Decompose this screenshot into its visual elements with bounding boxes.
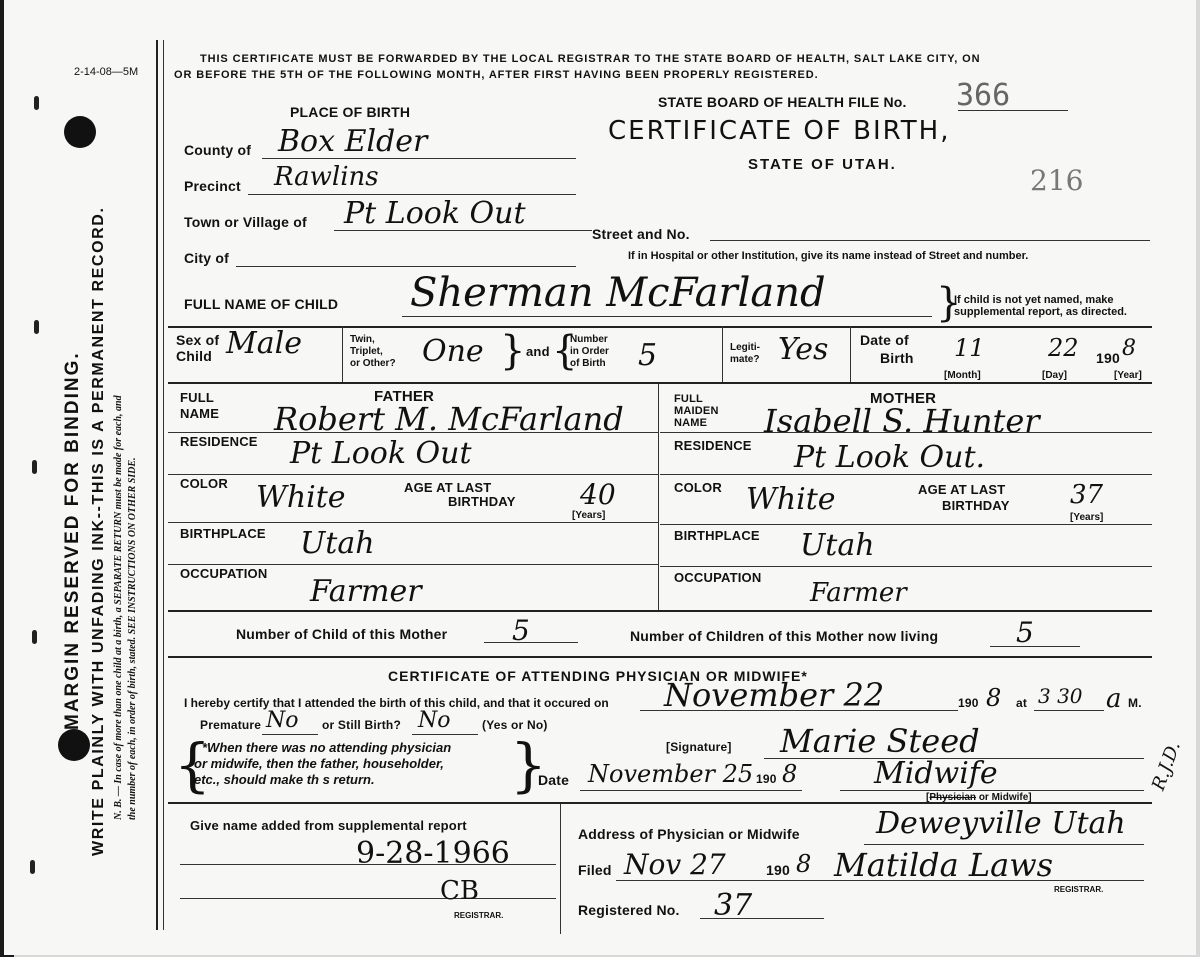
date-value: November 25 [588,760,754,788]
perforation-mark [32,460,37,474]
mother-name-label-1: FULL [674,393,703,405]
children-living-label: Number of Children of this Mother now living [630,628,939,644]
mother-occupation-value: Farmer [810,578,907,608]
initials: R.J.D. [1148,738,1185,794]
margin-nb-note-2: the number of each, in order of birth, stated. SEE INSTRUCTIONS ON OTHER SIDE. [127,457,138,820]
mother-birthplace-line [660,566,1152,567]
cell-divider [850,326,851,382]
at-label: at [1016,696,1028,710]
father-birthplace-label: BIRTHPLACE [180,526,266,541]
certificate-page [4,0,1196,955]
twin-value: One [422,334,484,369]
town-line [334,230,592,231]
registered-label: Registered No. [578,902,680,918]
filed-label: Filed [578,862,612,878]
dob-month: 11 [954,334,985,362]
parents-divider [658,384,659,610]
birth-year-printed: 190 [958,696,979,710]
filed-year-printed: 190 [766,862,790,878]
county-value: Box Elder [278,124,428,159]
mother-residence-line [660,474,1152,475]
perforation-mark [32,630,37,644]
binding-hole-bottom [58,729,90,761]
margin-nb-note-1: N. B. — In case of more than one child at a birth, a SEPARATE RETURN must be made for each, and [113,395,124,820]
father-color-value: White [256,480,346,515]
cell-divider [722,326,723,382]
father-occupation-value: Farmer [310,574,422,609]
bottom-divider [560,804,561,934]
title-caption-rest: or Midwife] [978,792,1032,803]
mother-age-label-1: AGE AT LAST [918,482,1006,497]
mother-occupation-label: OCCUPATION [674,570,762,585]
title-caption-open: [ [926,792,930,803]
time-line [1034,710,1104,711]
children-living-line [990,646,1080,647]
mother-age-label-2: BIRTHDAY [942,498,1010,513]
cell-divider [342,326,343,382]
date-year-printed: 190 [756,772,777,786]
supplemental-registrar: CB [440,876,479,906]
street-line [710,240,1150,241]
premature-value: No [266,708,299,733]
perforation-mark [30,860,35,874]
place-heading: PLACE OF BIRTH [290,104,411,120]
precinct-value: Rawlins [274,162,379,192]
day-caption: [Day] [1042,370,1068,381]
father-color-line [168,522,658,523]
m-label: M. [1128,696,1142,710]
registrar-signature: Matilda Laws [834,846,1054,884]
perforation-mark [34,96,39,110]
order-label-2: in Order [570,346,609,357]
dob-day: 22 [1048,334,1079,362]
father-age-value: 40 [580,478,616,511]
legit-label-2: mate? [730,354,760,365]
mother-name-value: Isabell S. Hunter [764,402,1040,440]
child-name-label: FULL NAME OF CHILD [184,296,339,312]
dob-label-1: Date of [860,332,909,348]
month-caption: [Month] [944,370,981,381]
stillbirth-label: or Still Birth? [322,718,401,732]
side-number: 216 [1030,164,1084,197]
city-label: City of [184,250,229,266]
father-age-label-1: AGE AT LAST [404,480,492,495]
father-years-caption: [Years] [572,510,606,521]
supplemental-label: Give name added from supplemental report [190,818,467,833]
child-count-value: 5 [512,614,530,647]
premature-line [262,734,318,735]
mother-heading: MOTHER [870,390,937,407]
date-line [580,790,802,791]
twin-brace: } [500,328,526,374]
supplemental-date: 9-28-1966 [356,836,510,871]
mother-name-label-3: NAME [674,417,708,429]
twin-label-3: or Other? [350,358,396,369]
filed-date: Nov 27 [624,848,726,881]
margin-line-inner [163,40,164,930]
mother-color-label: COLOR [674,480,722,495]
stillbirth-line [412,734,478,735]
street-label: Street and No. [592,226,690,242]
and-label: and [526,344,550,359]
registrar-caption: REGISTRAR. [1054,885,1104,894]
father-name-line [168,432,658,433]
dob-year-hand: 8 [1122,336,1136,361]
margin-ink-note: WRITE PLAINLY WITH UNFADING INK--THIS IS A PERMANENT RECORD. [90,206,107,856]
stillbirth-value: No [418,708,451,733]
file-number: 366 [956,78,1011,113]
father-birthplace-value: Utah [300,526,375,561]
father-residence-label: RESIDENCE [180,434,258,449]
order-brace: { [552,328,578,374]
order-label-3: of Birth [570,358,606,369]
bottom-section-line [168,802,1152,804]
town-value: Pt Look Out [344,196,526,231]
parents-top-line [168,382,1152,384]
mother-residence-label: RESIDENCE [674,438,752,453]
mother-residence-value: Pt Look Out. [794,440,986,475]
margin-binding-note: MARGIN RESERVED FOR BINDING. [62,351,83,730]
row-divider [168,326,1152,328]
ampm-hand: a [1106,684,1122,714]
perforation-mark [34,320,39,334]
note-brace-right: } [510,731,547,799]
binding-hole-top [64,116,96,148]
hospital-note: If in Hospital or other Institution, give its name instead of Street and number. [628,250,1029,262]
certify-text: I hereby certify that I attended the birth of this child, and that it occured on [184,696,609,710]
father-color-label: COLOR [180,476,228,491]
order-label-1: Number [570,334,608,345]
twin-label-2: Triplet, [350,346,383,357]
address-value: Deweyville Utah [876,806,1126,841]
father-heading: FATHER [374,388,435,405]
mother-color-value: White [746,482,836,517]
supplemental-registrar-caption: REGISTRAR. [454,911,504,920]
note-line-2: or midwife, then the father, householder, [194,756,444,771]
physician-heading: CERTIFICATE OF ATTENDING PHYSICIAN OR MIDWIFE* [388,668,808,684]
state-name: STATE OF UTAH. [748,156,897,173]
yes-no-label: (Yes or No) [482,718,548,732]
precinct-line [248,194,576,195]
father-age-label-2: BIRTHDAY [448,494,516,509]
address-label: Address of Physician or Midwife [578,826,800,842]
filed-line [616,880,1144,881]
title-line [840,790,1144,791]
premature-label: Premature [200,718,262,732]
father-name-value: Robert M. McFarland [274,400,624,438]
signature-value: Marie Steed [780,722,980,760]
registered-number: 37 [714,888,753,923]
parents-bottom-line [168,610,1152,612]
mother-birthplace-value: Utah [800,528,875,563]
margin-line [156,40,158,930]
mother-age-value: 37 [1070,480,1104,510]
note-brace-left: { [174,731,211,799]
year-caption: [Year] [1114,370,1142,381]
mother-years-caption: [Years] [1070,512,1104,523]
file-label: STATE BOARD OF HEALTH FILE No. [658,94,907,110]
town-label: Town or Village of [184,214,307,230]
sex-label-1: Sex of [176,332,220,348]
birth-date-line [640,710,958,711]
sex-value: Male [226,326,302,361]
mother-name-line [660,432,1152,433]
filed-year-hand: 8 [796,850,812,878]
physician-title-hand: Midwife [874,756,998,791]
header-line-2: OR BEFORE THE 5TH OF THE FOLLOWING MONTH, AFTER FIRST HAVING BEEN PROPERLY REGISTERED. [174,69,819,81]
mother-color-line [660,524,1152,525]
city-line [236,266,576,267]
certificate-title: CERTIFICATE OF BIRTH, [608,116,951,146]
note-line-3: etc., should make th s return. [194,772,375,787]
order-value: 5 [638,338,658,373]
children-living-value: 5 [1016,616,1034,649]
date-year-hand: 8 [782,760,798,788]
mother-name-label-2: MAIDEN [674,405,719,417]
twin-label-1: Twin, [350,334,375,345]
child-count-label: Number of Child of this Mother [236,626,448,642]
father-residence-line [168,474,658,475]
dob-year-printed: 190 [1096,350,1120,366]
child-count-line [484,642,578,643]
father-residence-value: Pt Look Out [290,436,472,471]
child-name-line [402,316,932,317]
birth-year-hand: 8 [986,684,1002,712]
date-label: Date [538,772,570,788]
father-name-label-2: NAME [180,406,220,421]
note-line-1: *When there was no attending physician [202,740,452,755]
header-line-1: THIS CERTIFICATE MUST BE FORWARDED BY THE LOCAL REGISTRAR TO THE STATE BOARD OF HEALTH, SALT LAKE CITY, ON [200,53,981,65]
name-brace: } [936,280,962,326]
precinct-label: Precinct [184,178,241,194]
dob-label-2: Birth [880,350,914,366]
sex-label-2: Child [176,348,212,364]
registered-line [700,918,824,919]
child-name-value: Sherman McFarland [410,270,826,316]
name-note-1: If child is not yet named, make [954,294,1114,306]
name-note-2: supplemental report, as directed. [954,306,1127,318]
legit-value: Yes [778,332,829,367]
father-name-label-1: FULL [180,390,215,405]
address-line [864,844,1144,845]
file-line [958,110,1068,111]
father-birthplace-line [168,564,658,565]
birth-date-hand: November 22 [664,676,885,714]
birth-time: 3 30 [1038,684,1083,708]
mother-birthplace-label: BIRTHPLACE [674,528,760,543]
county-label: County of [184,142,252,158]
title-struck: Physician [929,792,977,803]
signature-label: [Signature] [666,740,732,754]
county-line [262,158,576,159]
supplemental-line-2 [180,898,556,899]
form-code: 2-14-08—5M [74,66,139,78]
physician-top-line [168,656,1152,658]
father-occupation-label: OCCUPATION [180,566,268,581]
legit-label-1: Legiti- [730,342,760,353]
